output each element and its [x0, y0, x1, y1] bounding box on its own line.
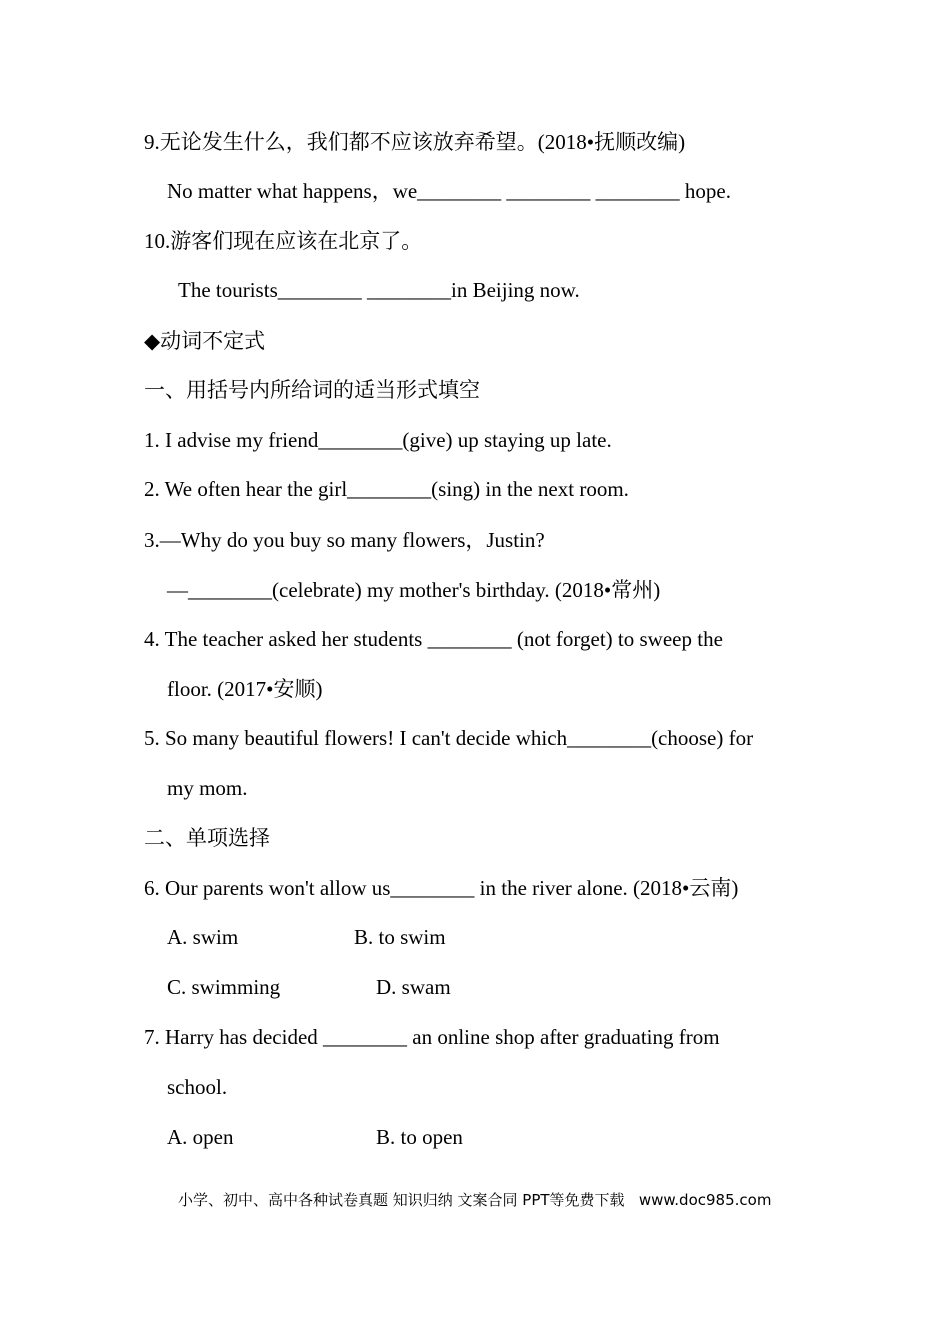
section-infinitive-heading: ◆动词不定式 [144, 329, 266, 353]
q7-text-line1: 7. Harry has decided ________ an online shop after graduating from [144, 1025, 720, 1049]
q5-text-line2: my mom. [167, 776, 248, 800]
q4-text-line2: floor. (2017•安顺) [167, 677, 323, 701]
part-one-heading: 一、用括号内所给词的适当形式填空 [144, 378, 480, 402]
q9-chinese: 9.无论发生什么，我们都不应该放弃希望。(2018•抚顺改编) [144, 130, 686, 154]
q7-option-a: A. open [167, 1125, 234, 1149]
q3-answer: —________(celebrate) my mother's birthday. (2018•常州) [167, 578, 661, 602]
q6-text: 6. Our parents won't allow us________ in the river alone. (2018•云南) [144, 876, 739, 900]
q7-option-b: B. to open [376, 1125, 463, 1149]
q6-option-b: B. to swim [354, 925, 446, 949]
q6-option-a: A. swim [167, 925, 239, 949]
q3-question: 3.—Why do you buy so many flowers，Justin? [144, 528, 545, 552]
q1-text: 1. I advise my friend________(give) up staying up late. [144, 428, 612, 452]
q9-english: No matter what happens，we________ ________ ________ hope. [167, 179, 731, 203]
q4-text-line1: 4. The teacher asked her students ________ (not forget) to sweep the [144, 627, 723, 651]
part-two-heading: 二、单项选择 [144, 826, 270, 850]
footer-text: 小学、初中、高中各种试卷真题 知识归纳 文案合同 PPT等免费下载 www.doc985.com [178, 1191, 772, 1209]
q7-text-line2: school. [167, 1075, 228, 1099]
q10-english: The tourists________ ________in Beijing now. [178, 278, 580, 302]
q6-option-c: C. swimming [167, 975, 281, 999]
q10-chinese: 10.游客们现在应该在北京了。 [144, 229, 423, 253]
q5-text-line1: 5. So many beautiful flowers! I can't decide which________(choose) for [144, 726, 754, 750]
q2-text: 2. We often hear the girl________(sing) in the next room. [144, 477, 629, 501]
q6-option-d: D. swam [376, 975, 451, 999]
